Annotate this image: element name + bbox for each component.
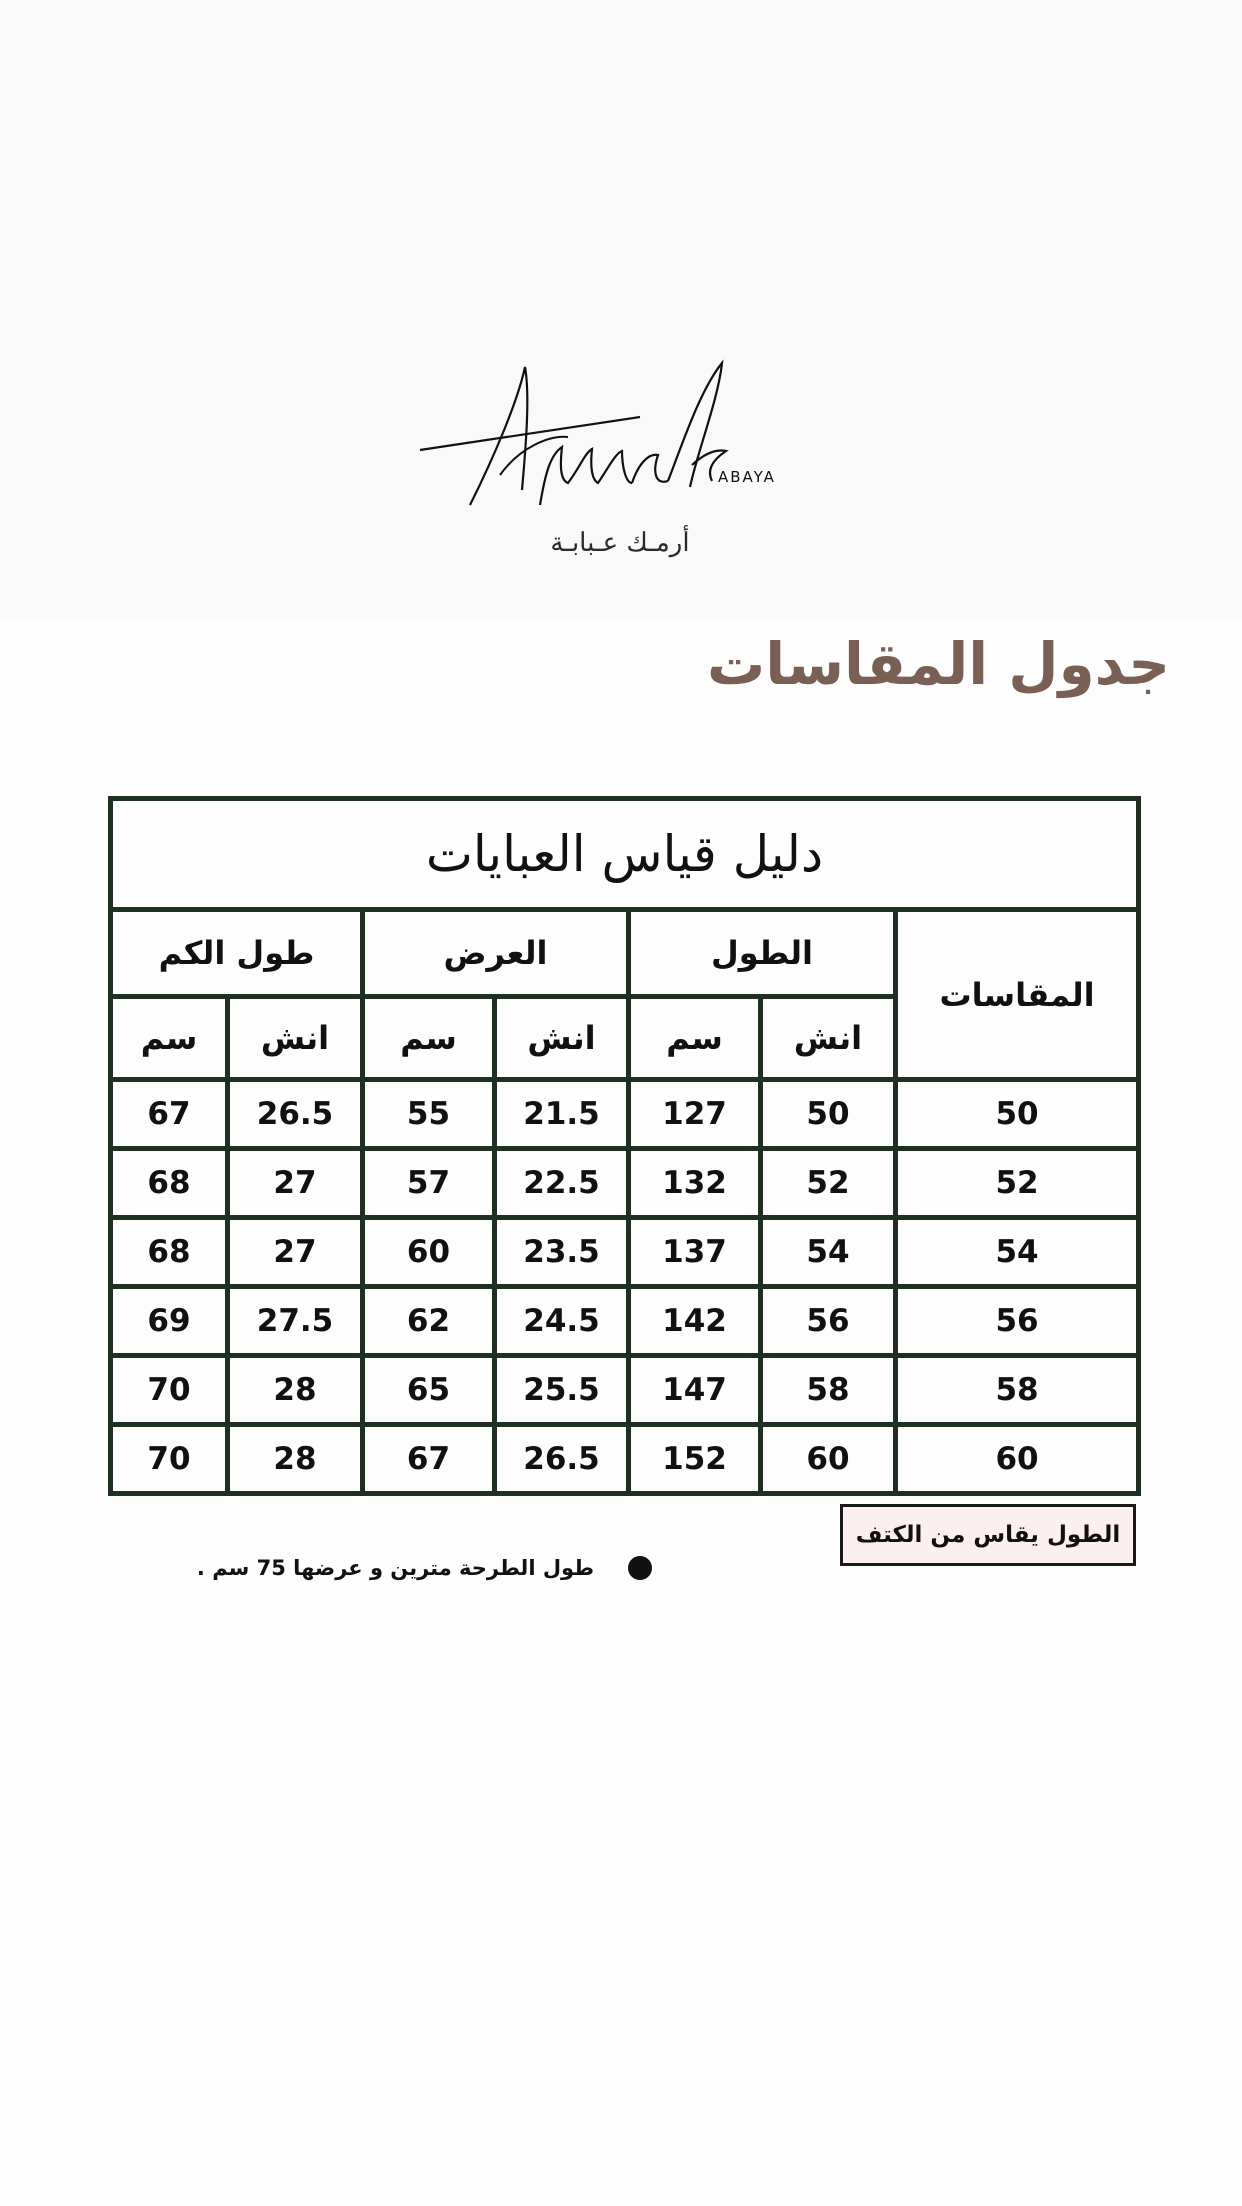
width-inch-cell: 24.5 [495,1287,629,1356]
armak-logo [400,355,820,520]
sleeve-inch-cell: 28 [228,1425,363,1494]
sleeve-cm-header: سم [111,997,228,1080]
table-row [111,1425,1139,1494]
size-cell: 58 [896,1356,1139,1425]
table-row [111,1218,1139,1287]
table-row [111,1080,1139,1149]
sleeve-cm-cell: 70 [111,1356,228,1425]
width-cm-cell: 67 [363,1425,495,1494]
sleeve-inch-cell: 26.5 [228,1080,363,1149]
length-cm-cell: 137 [629,1218,761,1287]
width-inch-cell: 23.5 [495,1218,629,1287]
width-cm-cell: 65 [363,1356,495,1425]
sleeve-inch-cell: 27 [228,1218,363,1287]
length-inch-cell: 58 [761,1356,896,1425]
width-inch-cell: 25.5 [495,1356,629,1425]
length-measure-note: الطول يقاس من الكتف [840,1504,1136,1566]
width-cm-cell: 55 [363,1080,495,1149]
width-inch-header: انش [495,997,629,1080]
size-cell: 50 [896,1080,1139,1149]
size-chart-table [108,796,1141,1496]
logo-arabic-name: أرمـك عـبابـة [550,528,690,558]
width-inch-cell: 22.5 [495,1149,629,1218]
length-cm-cell: 127 [629,1080,761,1149]
sleeve-inch-cell: 27.5 [228,1287,363,1356]
table-caption-row [111,799,1139,910]
sleeve-cm-cell: 68 [111,1218,228,1287]
length-inch-cell: 50 [761,1080,896,1149]
brand-header [0,0,1242,620]
width-cm-cell: 60 [363,1218,495,1287]
length-inch-cell: 52 [761,1149,896,1218]
length-cm-cell: 152 [629,1425,761,1494]
length-inch-cell: 56 [761,1287,896,1356]
size-cell: 60 [896,1425,1139,1494]
sleeve-cm-cell: 70 [111,1425,228,1494]
scarf-note [197,1556,652,1580]
sleeve-inch-header: انش [228,997,363,1080]
sleeve-cm-cell: 68 [111,1149,228,1218]
length-inch-cell: 60 [761,1425,896,1494]
width-inch-cell: 26.5 [495,1425,629,1494]
length-cm-cell: 142 [629,1287,761,1356]
logo-tag-text: ABAYA [718,468,776,486]
group-length-header: الطول [629,910,896,997]
sleeve-cm-cell: 67 [111,1080,228,1149]
size-cell: 54 [896,1218,1139,1287]
size-cell: 52 [896,1149,1139,1218]
sleeve-inch-cell: 27 [228,1149,363,1218]
length-cm-cell: 147 [629,1356,761,1425]
length-cm-cell: 132 [629,1149,761,1218]
size-cell: 56 [896,1287,1139,1356]
table-row [111,1149,1139,1218]
width-cm-header: سم [363,997,495,1080]
group-sleeve-header: طول الكم [111,910,363,997]
width-cm-cell: 62 [363,1287,495,1356]
length-inch-cell: 54 [761,1218,896,1287]
table-caption: دليل قياس العبايات [111,799,1139,910]
width-inch-cell: 21.5 [495,1080,629,1149]
sizes-header: المقاسات [896,910,1139,1080]
group-header-row [111,910,1139,997]
group-width-header: العرض [363,910,629,997]
length-inch-header: انش [761,997,896,1080]
length-cm-header: سم [629,997,761,1080]
page-title: جدول المقاسات [706,630,1170,698]
table-row [111,1356,1139,1425]
sleeve-cm-cell: 69 [111,1287,228,1356]
sleeve-inch-cell: 28 [228,1356,363,1425]
logo-script-text: Armak [460,514,467,516]
bullet-icon [628,1556,652,1580]
scarf-note-text: طول الطرحة مترين و عرضها 75 سم . [196,1556,594,1580]
width-cm-cell: 57 [363,1149,495,1218]
table-row [111,1287,1139,1356]
